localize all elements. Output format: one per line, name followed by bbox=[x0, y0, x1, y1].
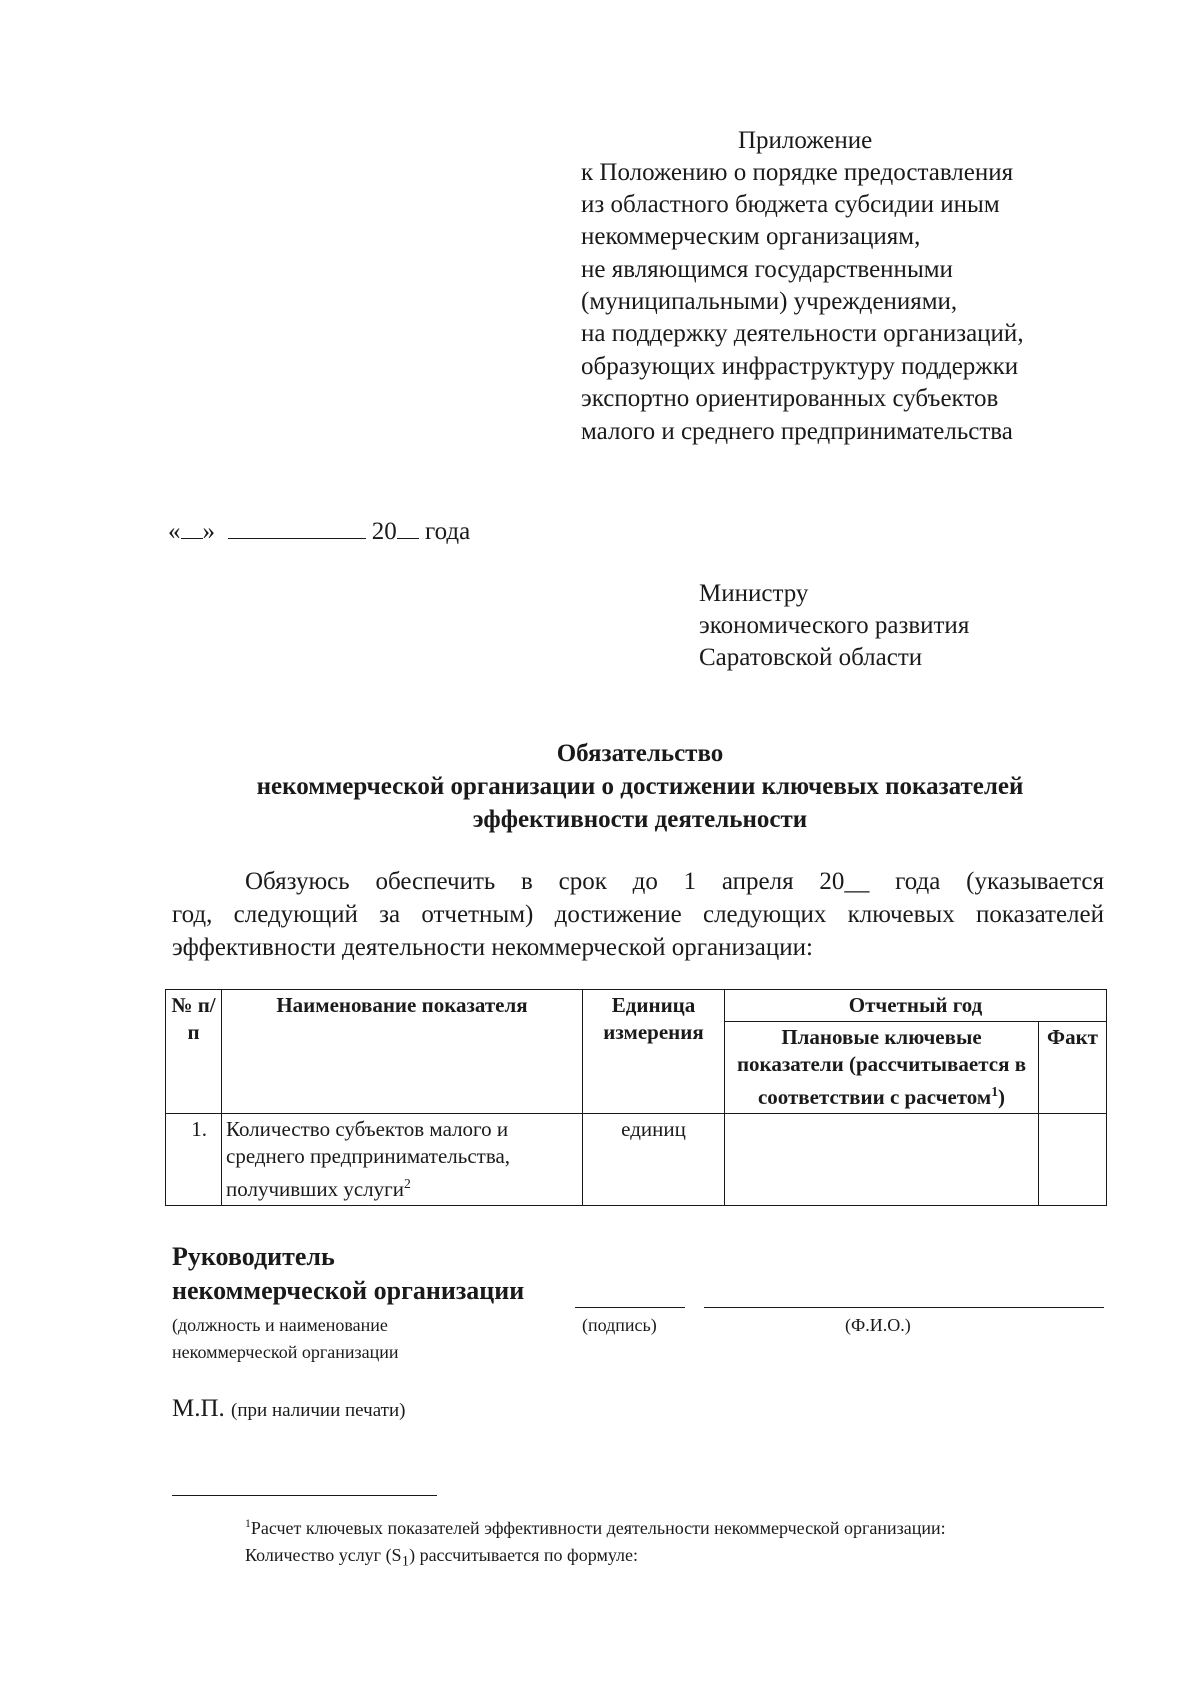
appendix-title: Приложение bbox=[738, 127, 873, 154]
date-open-quote: « bbox=[168, 518, 181, 545]
footnote-line bbox=[245, 1517, 946, 1539]
cell-unit: единиц bbox=[583, 1114, 725, 1206]
signature-caption: (подпись) bbox=[582, 1315, 657, 1335]
kpi-table bbox=[165, 989, 1107, 1206]
document-subtitle: некоммерческой организации о достижении ключевых показателей bbox=[256, 773, 1024, 800]
header-fact: Факт bbox=[1039, 1022, 1107, 1114]
footnote-formula-prefix: Количество услуг (S bbox=[245, 1545, 402, 1565]
paragraph-line: эффективности деятельности некоммерческой организации: bbox=[172, 934, 813, 961]
table-row bbox=[166, 1114, 1107, 1206]
appendix-line: малого и среднего предпринимательства bbox=[581, 418, 1013, 445]
header-planned bbox=[725, 1022, 1039, 1114]
cell-name-text: Количество субъектов малого и среднего предпринимательства, получивших услуги bbox=[226, 1117, 511, 1201]
fio-blank[interactable] bbox=[704, 1307, 1104, 1308]
signature-head-line1: Руководитель bbox=[172, 1242, 335, 1271]
date-year-blank[interactable] bbox=[397, 518, 419, 539]
footnote-text: Расчет ключевых показателей эффективности деятельности некоммерческой организации: bbox=[250, 1518, 946, 1538]
addressee-line: Министру bbox=[699, 580, 809, 607]
signature-head-line2: некоммерческой организации bbox=[172, 1276, 525, 1305]
footnote-line bbox=[245, 1545, 638, 1571]
addressee-line: Саратовской области bbox=[699, 644, 923, 671]
appendix-line: на поддержку деятельности организаций, bbox=[581, 320, 1024, 347]
footnote-ref: 1 bbox=[991, 1084, 999, 1099]
appendix-line: образующих инфраструктуру поддержки bbox=[581, 353, 1019, 380]
paragraph-line: Обязуюсь обеспечить в срок до 1 апреля 20__ года (указывается bbox=[245, 868, 1104, 895]
date-close-quote: » bbox=[202, 518, 215, 545]
header-name: Наименование показателя bbox=[222, 990, 583, 1114]
appendix-line: (муниципальными) учреждениями, bbox=[581, 288, 958, 315]
table-header-row bbox=[166, 990, 1107, 1022]
cell-planned[interactable] bbox=[725, 1114, 1039, 1206]
footnote-formula-sub: 1 bbox=[401, 1553, 410, 1570]
header-planned-close: ) bbox=[998, 1085, 1006, 1109]
header-num: № п/п bbox=[166, 990, 222, 1114]
appendix-line: не являющимся государственными bbox=[581, 256, 953, 283]
header-unit: Единица измерения bbox=[583, 990, 725, 1114]
footnote-ref: 2 bbox=[403, 1176, 411, 1191]
stamp-note: (при наличии печати) bbox=[231, 1400, 406, 1421]
date-month-blank[interactable] bbox=[228, 518, 366, 539]
signature-blank[interactable] bbox=[575, 1307, 685, 1308]
stamp-line bbox=[172, 1395, 405, 1423]
addressee-line: экономического развития bbox=[699, 612, 970, 639]
paragraph-line: год, следующий за отчетным) достижение следующих ключевых показателей bbox=[172, 901, 1104, 928]
cell-num: 1. bbox=[166, 1114, 222, 1206]
date-year-prefix: 20 bbox=[371, 518, 397, 545]
appendix-line: к Положению о порядке предоставления bbox=[581, 159, 1014, 186]
document-subtitle: эффективности деятельности bbox=[472, 806, 808, 833]
footnote-marker: 1 bbox=[245, 1517, 251, 1530]
position-caption: (должность и наименование bbox=[172, 1315, 388, 1335]
position-caption: некоммерческой организации bbox=[172, 1342, 399, 1362]
header-report-year: Отчетный год bbox=[725, 990, 1107, 1022]
stamp-label: М.П. bbox=[172, 1395, 225, 1422]
document-title: Обязательство bbox=[556, 740, 724, 767]
date-day-blank[interactable] bbox=[181, 518, 203, 539]
cell-name bbox=[222, 1114, 583, 1206]
appendix-line: экспортно ориентированных субъектов bbox=[581, 385, 999, 412]
header-planned-text: Плановые ключевые показатели (рассчитывается в соответствии с расчетом bbox=[736, 1025, 1027, 1109]
fio-caption: (Ф.И.О.) bbox=[845, 1315, 911, 1335]
cell-fact[interactable] bbox=[1039, 1114, 1107, 1206]
appendix-line: некоммерческим организациям, bbox=[581, 223, 921, 250]
footnote-formula-suffix: ) рассчитывается по формуле: bbox=[409, 1545, 639, 1565]
appendix-line: из областного бюджета субсидии иным bbox=[581, 191, 1000, 218]
date-line bbox=[168, 518, 470, 546]
date-year-word: года bbox=[425, 518, 471, 545]
footnote-divider bbox=[172, 1495, 437, 1496]
